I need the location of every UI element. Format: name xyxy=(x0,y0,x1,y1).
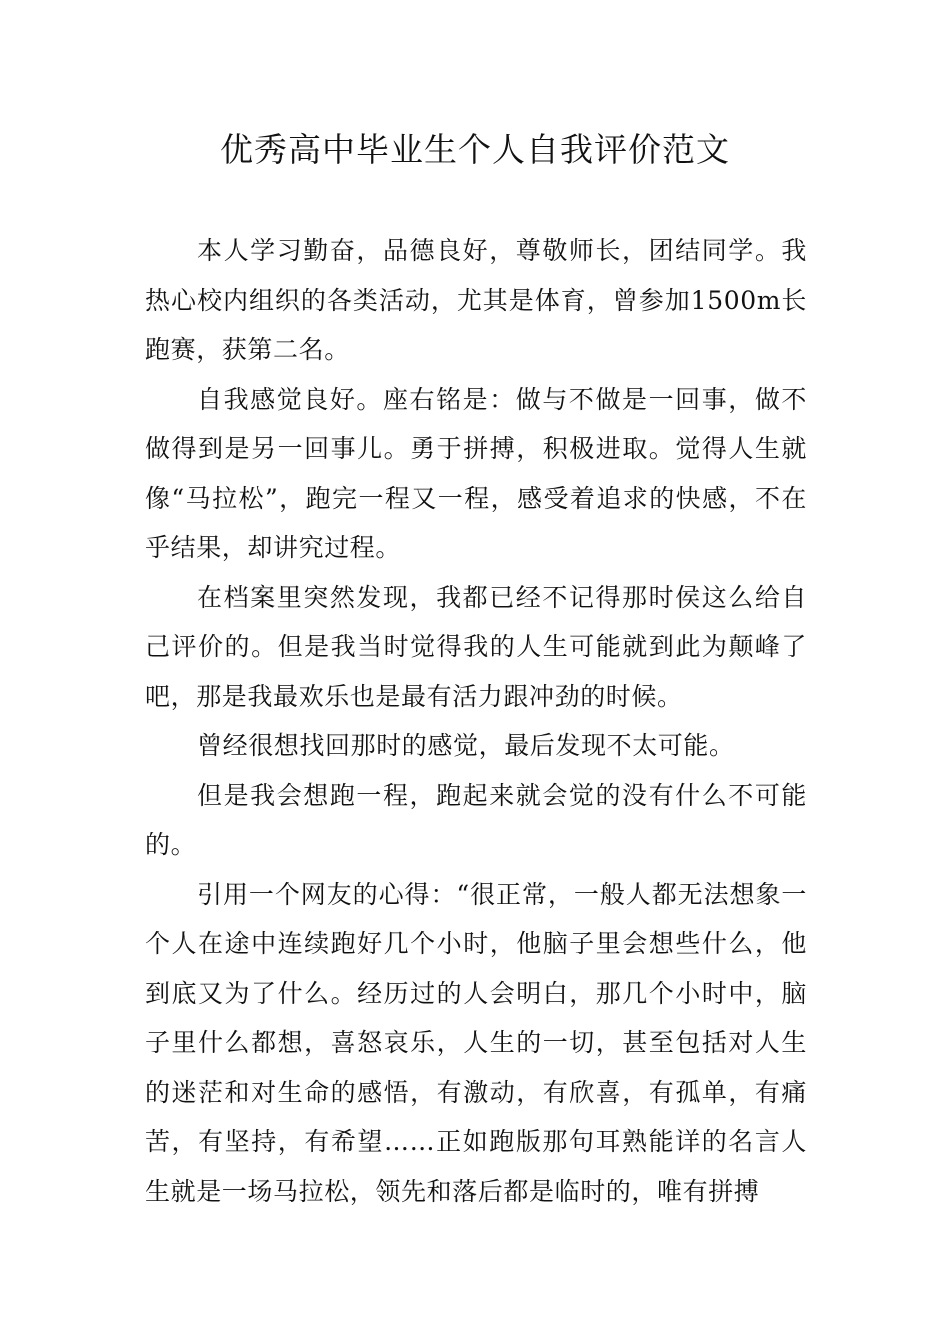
paragraph-3: 在档案里突然发现，我都已经不记得那时侯这么给自己评价的。但是我当时觉得我的人生可能就到此为颠峰了吧，那是我最欢乐也是最有活力跟冲劲的时候。 xyxy=(145,582,807,711)
paragraph-2: 自我感觉良好。座右铭是：做与不做是一回事，做不做得到是另一回事儿。勇于拼搏，积极进取。觉得人生就像“马拉松”，跑完一程又一程，感受着追求的快感，不在乎结果，却讲究过程。 xyxy=(145,384,807,562)
paragraph-6: 引用一个网友的心得：“很正常，一般人都无法想象一个人在途中连续跑好几个小时，他脑子里会想些什么，他到底又为了什么。经历过的人会明白，那几个小时中，脑子里什么都想，喜怒哀乐，人生的一切，甚至包括对人生的迷茫和对生命的感悟，有激动，有欣喜，有孤单，有痛苦，有坚持，有希望……正如跑版那句耳熟能详的名言人生就是一场马拉松，领先和落后都是临时的，唯有拼搏 xyxy=(145,879,807,1206)
paragraph-4: 曾经很想找回那时的感觉，最后发现不太可能。 xyxy=(197,731,735,760)
document-body xyxy=(145,226,807,1216)
page-title: 优秀高中毕业生个人自我评价范文 xyxy=(220,130,730,169)
paragraph-5: 但是我会想跑一程，跑起来就会觉的没有什么不可能的。 xyxy=(145,780,807,859)
paragraph-1: 本人学习勤奋，品德良好，尊敬师长，团结同学。我热心校内组织的各类活动，尤其是体育，曾参加1500m长跑赛，获第二名。 xyxy=(145,236,807,364)
